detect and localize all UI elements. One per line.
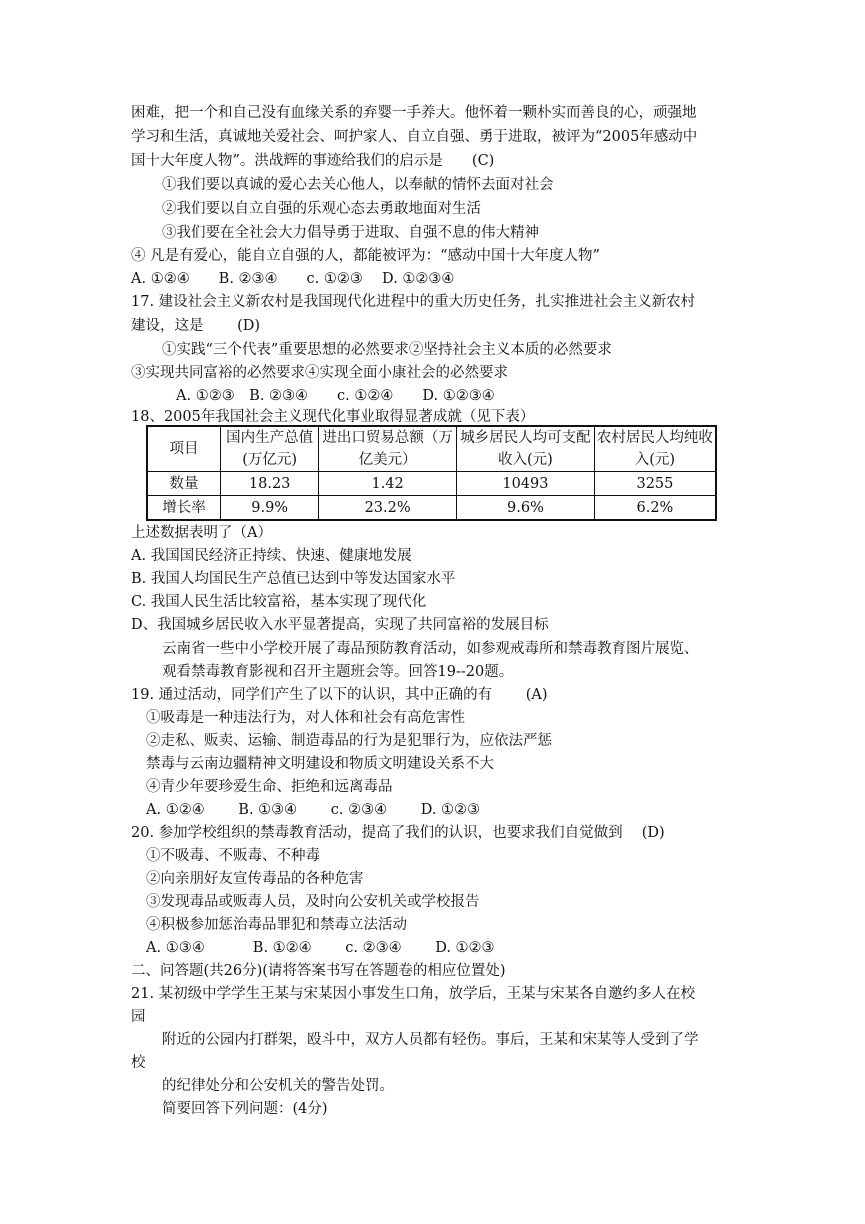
text-line: 学习和生活，真诚地关爱社会、呵护家人、自立自强、勇于进取，被评为“2005年感动中 [131,129,698,145]
table-header-cell: 进出口贸易总额（万亿美元） [319,426,457,472]
table-cell: 3255 [594,472,716,496]
option-line: ③实现共同富裕的必然要求④实现全面小康社会的必然要求 [131,365,508,381]
option-line: ①吸毒是一种违法行为，对人体和社会有高危害性 [146,710,465,726]
answer-choices: A. ①②④ B. ①③④ c. ②③④ D. ①②③ [146,802,481,818]
question-18: 18、2005年我国社会主义现代化事业取得显著成就（见下表） [131,409,535,425]
option-line: ①我们要以真诚的爱心去关心他人，以奉献的情怀去面对社会 [162,177,554,193]
table-cell: 10493 [457,472,595,496]
answer-choices: A. ①③④ B. ①②④ c. ②③④ D. ①②③ [146,940,495,956]
option-line: ③发现毒品或贩毒人员，及时向公安机关或学校报告 [146,894,480,910]
stats-table [146,425,717,521]
table-row [147,472,716,496]
table-header-cell: 项目 [147,426,221,472]
text-line: 困难，把一个和自己没有血缘关系的弃婴一手养大。他怀着一颗朴实而善良的心，顽强地 [131,105,697,121]
table-row [147,496,716,521]
text-line: 建设，这是 (D) [131,318,261,334]
table-cell: 9.6% [457,496,595,521]
option-line: C. 我国人民生活比较富裕，基本实现了现代化 [131,594,427,610]
table-cell: 6.2% [594,496,716,521]
question-17: 17. 建设社会主义新农村是我国现代化进程中的重大历史任务，扎实推进社会主义新农村 [131,294,696,310]
text-line: 简要回答下列问题：(4分) [162,1101,328,1117]
text-line: 云南省一些中小学校开展了毒品预防教育活动，如参观戒毒所和禁毒教育图片展览、 [162,641,699,657]
question-20: 20. 参加学校组织的禁毒教育活动，提高了我们的认识，也要求我们自觉做到 (D) [131,825,665,841]
table-header-cell: 农村居民人均纯收入(元) [594,426,716,472]
option-line: A. 我国国民经济正持续、快速、健康地发展 [131,548,412,564]
table-cell: 9.9% [221,496,319,521]
text-line: 校 [131,1055,146,1071]
option-line: ②我们要以自立自强的乐观心态去勇敢地面对生活 [162,201,481,217]
text-line: 的纪律处分和公安机关的警告处罚。 [162,1078,394,1094]
option-line: ②向亲朋好友宣传毒品的各种危害 [146,871,364,887]
text-line: 国十大年度人物”。洪战辉的事迹给我们的启示是 (C) [131,153,495,169]
section-heading: 二、问答题(共26分)(请将答案书写在答题卷的相应位置处) [131,963,506,979]
question-19: 19. 通过活动，同学们产生了以下的认识，其中正确的有 (A) [131,687,548,703]
text-line: 附近的公园内打群架，殴斗中，双方人员都有轻伤。事后，王某和宋某等人受到了学 [162,1032,699,1048]
option-line: ②走私、贩卖、运输、制造毒品的行为是犯罪行为，应依法严惩 [146,733,552,749]
table-header-cell: 城乡居民人均可支配收入(元) [457,426,595,472]
text-line: 上述数据表明了（A） [131,525,272,541]
table-header-row [147,426,716,472]
option-line: D、我国城乡居民收入水平显著提高，实现了共同富裕的发展目标 [131,617,549,633]
text-line: 园 [131,1009,146,1025]
table-cell: 增长率 [147,496,221,521]
option-line: B. 我国人均国民生产总值已达到中等发达国家水平 [131,571,456,587]
answer-choices: A. ①②③ B. ②③④ c. ①②④ D. ①②③④ [176,388,495,404]
table-cell: 18.23 [221,472,319,496]
option-line: ④积极参加惩治毒品罪犯和禁毒立法活动 [146,917,407,933]
answer-choices: A. ①②④ B. ②③④ c. ①②③ D. ①②③④ [131,271,455,287]
question-21: 21. 某初级中学学生王某与宋某因小事发生口角，放学后，王某与宋某各自邀约多人在校 [131,986,696,1002]
table-header-cell: 国内生产总值(万亿元) [221,426,319,472]
table-cell: 23.2% [319,496,457,521]
option-line: ④青少年要珍爱生命、拒绝和远离毒品 [146,779,393,795]
option-line: ①实践“三个代表”重要思想的必然要求②坚持社会主义本质的必然要求 [162,342,612,358]
option-line: ③我们要在全社会大力倡导勇于进取、自强不息的伟大精神 [162,225,539,241]
option-line: ④ 凡是有爱心，能自立自强的人，都能被评为：“感动中国十大年度人物” [131,248,600,264]
option-line: ①不吸毒、不贩毒、不种毒 [146,848,320,864]
table-cell: 1.42 [319,472,457,496]
option-line: 禁毒与云南边疆精神文明建设和物质文明建设关系不大 [146,756,494,772]
text-line: 观看禁毒教育影视和召开主题班会等。回答19--20题。 [162,664,514,680]
table-cell: 数量 [147,472,221,496]
